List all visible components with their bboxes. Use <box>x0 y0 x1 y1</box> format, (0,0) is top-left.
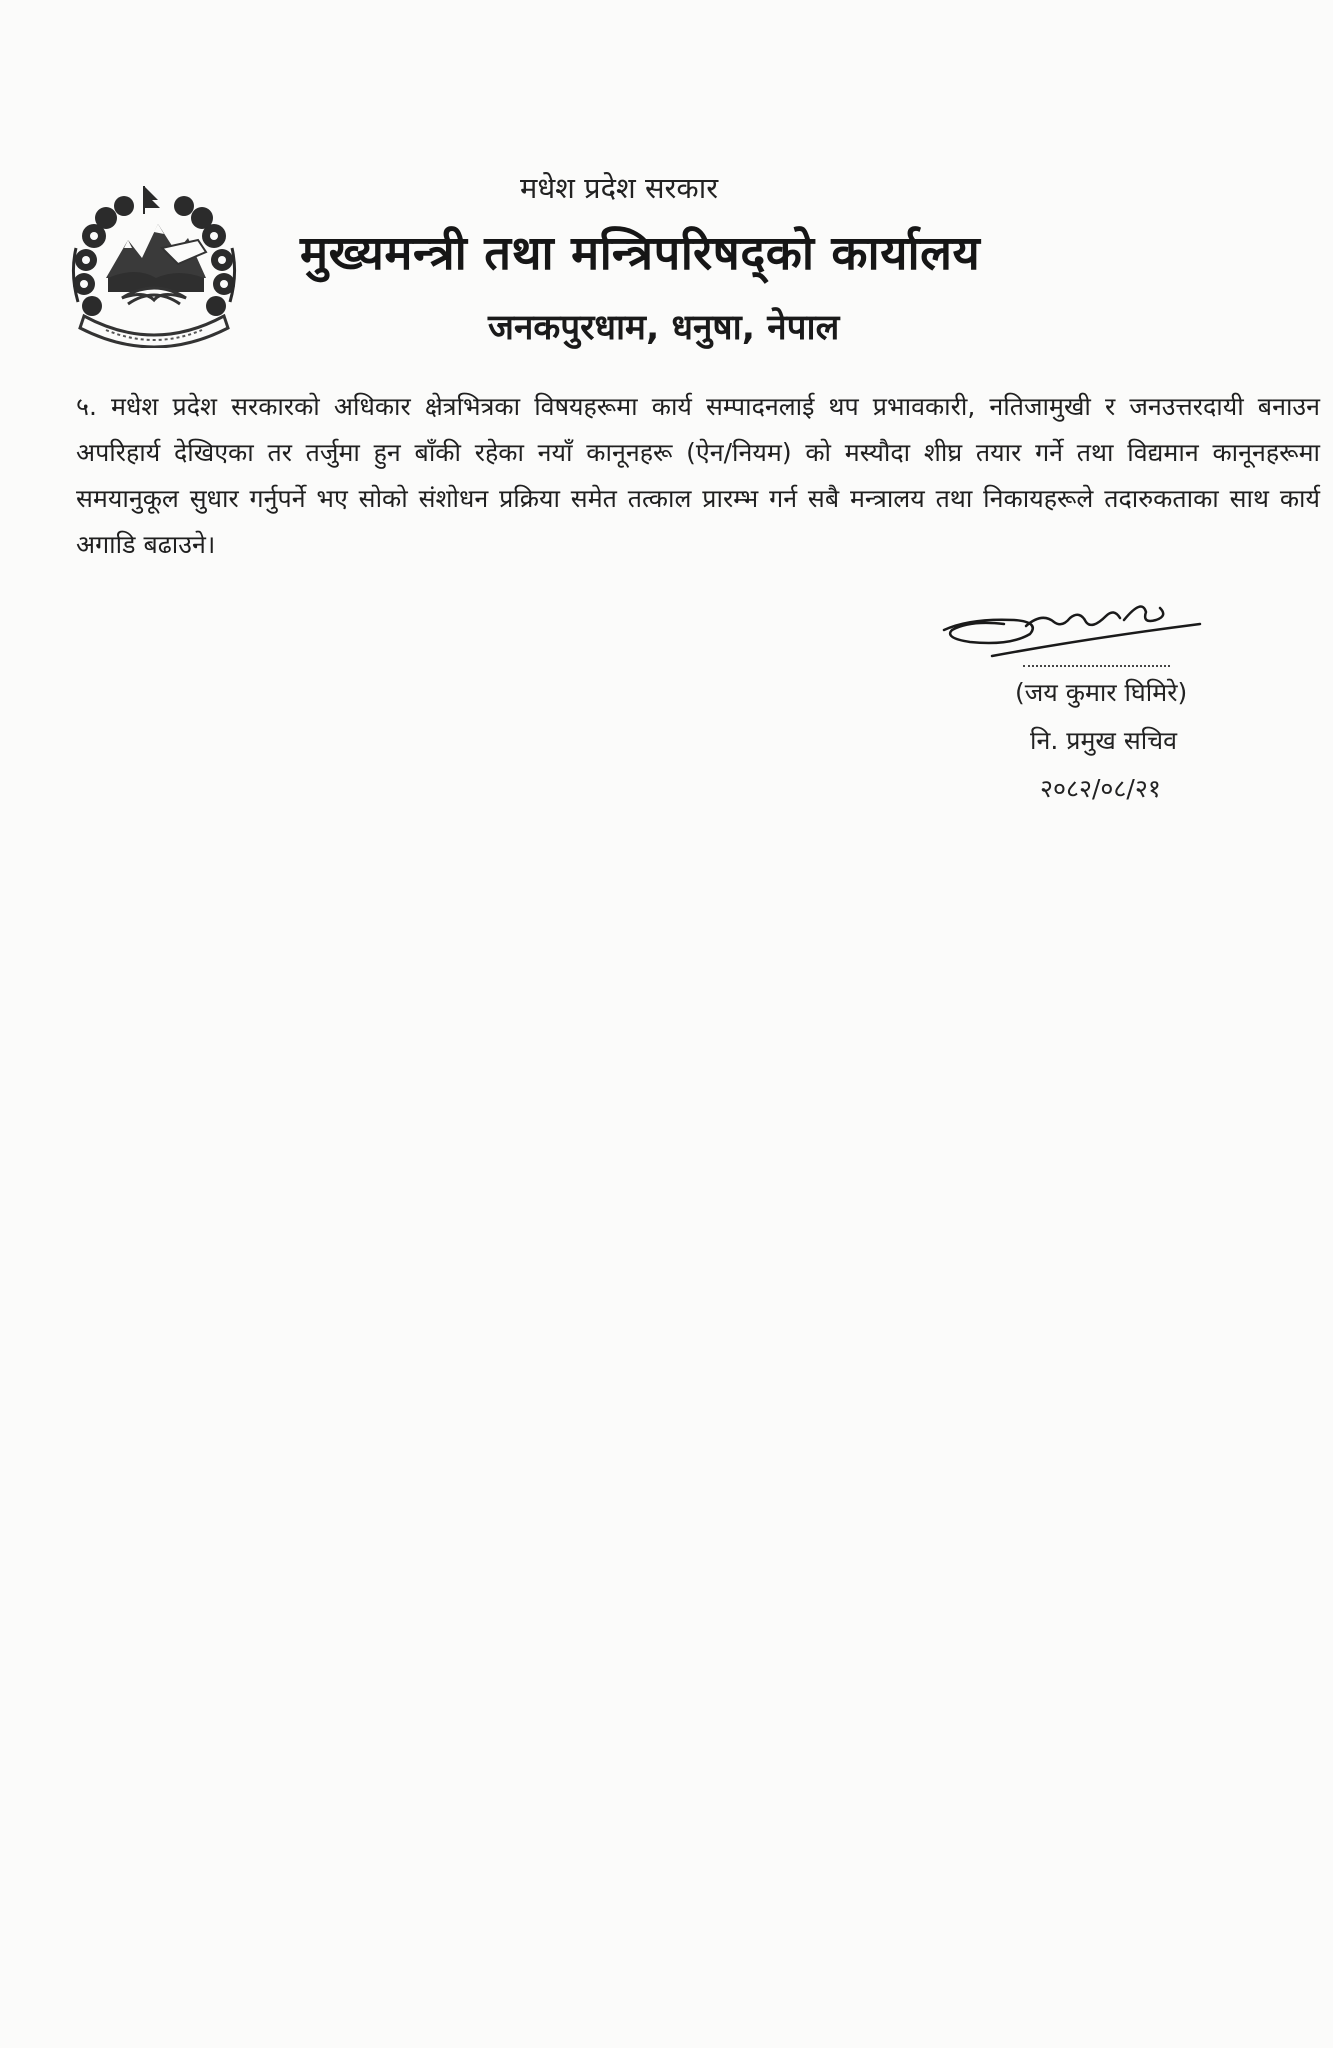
signer-title: नि. प्रमुख सचिव <box>1030 726 1177 755</box>
signer-name: (जय कुमार घिमिरे) <box>1015 678 1188 707</box>
decision-paragraph: ५. मधेश प्रदेश सरकारको अधिकार क्षेत्रभित्रका विषयहरूमा कार्य सम्पादनलाई थप प्रभावकारी, नतिजामुखी र जनउत्तरदायी बनाउन अपरिहार्य देखिएका तर तर्जुमा हुन बाँकी रहेका नयाँ कानूनहरू (ऐन/नियम) को मस्यौदा शीघ्र तयार गर्ने तथा विद्यमान कानूनहरूमा समयानुकूल सुधार गर्नुपर्ने भए सोको संशोधन प्रक्रिया समेत तत्काल प्रारम्भ गर्न सबै मन्त्रालय तथा निकायहरूले तदारुकताका साथ कार्य अगाडि बढाउने। <box>76 392 1320 559</box>
office-name: मुख्यमन्त्री तथा मन्त्रिपरिषद्को कार्यालय <box>300 226 981 281</box>
letterhead <box>0 0 1333 370</box>
office-address: जनकपुरधाम, धनुषा, नेपाल <box>488 308 840 348</box>
government-name: मधेश प्रदेश सरकार <box>520 171 719 205</box>
nepal-emblem-icon <box>66 178 242 348</box>
sign-date: २०८२/०८/२१ <box>1040 774 1161 803</box>
signature-dotted-line <box>1023 665 1170 667</box>
signature-block <box>930 590 1260 810</box>
